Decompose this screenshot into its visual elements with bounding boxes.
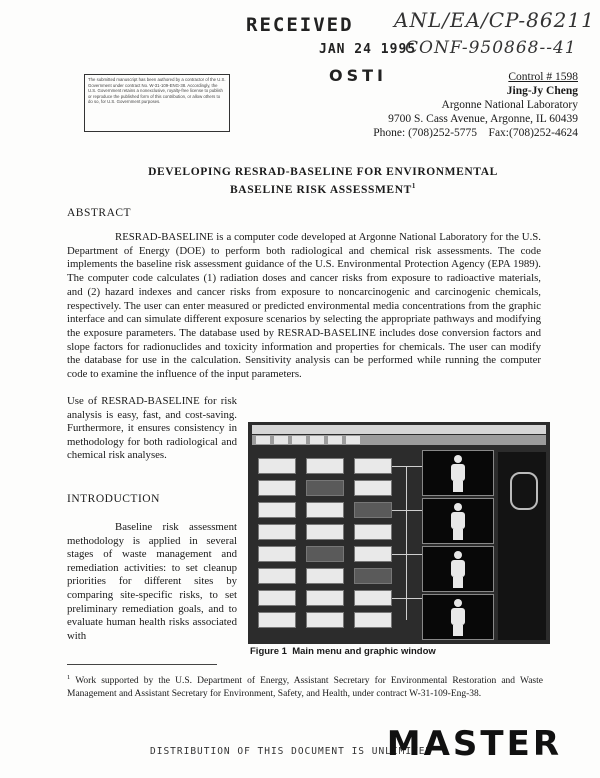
title-line-1: DEVELOPING RESRAD-BASELINE FOR ENVIRONMENTAL <box>148 166 498 178</box>
figure-pathway-box <box>354 546 392 562</box>
person-icon <box>449 551 467 589</box>
figure-pathway-box <box>354 524 392 540</box>
figure-human-panel <box>422 450 494 496</box>
footnote <box>67 672 543 700</box>
footnote-mark: 1 <box>67 674 71 681</box>
abstract-heading: ABSTRACT <box>67 207 132 219</box>
figure-menubar <box>252 425 546 434</box>
government-disclaimer-box: The submitted manuscript has been authored by a contractor of the U.S. Government under contract No. W-31-109-ENG-38. Accordingly, the U.S. Government retains a nonexclusive, royalty-free license to publish or reproduce the published form of this contribution, or allow others to do so, for U.S. Government purposes. <box>84 74 230 132</box>
received-stamp: RECEIVED <box>246 14 354 36</box>
figure-toolbar-button <box>328 436 342 444</box>
figure-pathway-box <box>306 524 344 540</box>
osti-stamp: OSTI <box>329 66 387 85</box>
figure-connector <box>392 598 422 599</box>
footnote-text: Work supported by the U.S. Department of Energy, Assistant Secretary for Environmental Restoration and Waste Management and Assistant Secretary for Environment, Safety, and Health, under contract W-31-109-Eng-38. <box>67 676 543 699</box>
received-date-stamp: JAN 24 1995 <box>319 42 417 57</box>
figure-input-box <box>258 524 296 540</box>
figure-input-box <box>258 502 296 518</box>
figure-pathway-box <box>354 568 392 584</box>
handwritten-report-number: ANL/EA/CP-86211 <box>394 8 595 32</box>
abstract-continuation: Use of RESRAD-BASELINE for risk analysis is easy, fast, and cost-saving. Furthermore, it ensures consistency in methodology for both radiological and chemical risk analyses. <box>67 395 237 462</box>
figure-human-panel <box>422 498 494 544</box>
distribution-stamp: DISTRIBUTION OF THIS DOCUMENT IS UNLIMITED <box>150 746 433 757</box>
figure-input-box <box>258 612 296 628</box>
figure-input-box <box>258 458 296 474</box>
person-icon <box>449 599 467 637</box>
figure-pathway-box <box>306 568 344 584</box>
figure-pathway-box <box>306 612 344 628</box>
street-address: 9700 S. Cass Avenue, Argonne, IL 60439 <box>388 113 578 125</box>
figure-human-panel <box>422 594 494 640</box>
introduction-heading: INTRODUCTION <box>67 493 160 505</box>
master-stamp: MASTER <box>386 724 562 764</box>
figure-toolbar-button <box>292 436 306 444</box>
institution: Argonne National Laboratory <box>441 99 578 111</box>
phone-fax: Phone: (708)252-5775 Fax:(708)252-4624 <box>373 127 578 139</box>
author-address-block <box>373 70 578 140</box>
control-number: Control # 1598 <box>508 71 578 83</box>
figure-pathway-box <box>306 458 344 474</box>
abstract-paragraph: RESRAD-BASELINE is a computer code developed at Argonne National Laboratory for the U.S. Department of Energy (DOE) to perform both radiological and chemical risk assessments. The code implements the baseline risk assessment guidance of the U.S. Environmental Protection Agency (EPA 1989). The computer code calculates (1) radiation doses and cancer risks from exposure to radioactive materials, and (2) hazard indexes and cancer risks from exposure to noncarcinogenic and carcinogenic chemicals, respectively. The user can enter measured or predicted environmental media concentrations from the graphic interface and can simulate different exposure scenarios by selecting the appropriate pathways and modifying the exposure parameters. The database used by RESRAD-BASELINE includes dose conversion factors and slope factors for radionuclides and toxicity information and properties for chemicals. The user can modify the database for use in the calculation. Sensitivity analysis can be performed while running the computer code to examine the influence of the input parameters. <box>67 231 541 381</box>
figure-toolbar-button <box>274 436 288 444</box>
introduction-paragraph: Baseline risk assessment methodology is applied in several stages of waste management and remediation activities: to set cleanup priorities for different sites by comparing site-specific risks, to set preliminary remediation goals, and to evaluate human health risks associated with <box>67 521 237 642</box>
figure-pathway-box <box>354 612 392 628</box>
person-icon <box>449 503 467 541</box>
figure-input-box <box>258 568 296 584</box>
figure-pathway-box <box>354 458 392 474</box>
figure-side-panel <box>498 452 546 640</box>
figure-input-box <box>258 546 296 562</box>
figure-pathway-box <box>306 546 344 562</box>
figure-caption: Figure 1 Main menu and graphic window <box>250 646 436 657</box>
figure-toolbar <box>252 435 546 445</box>
handwritten-conf-number: CONF-950868--41 <box>405 38 577 58</box>
caduceus-icon <box>510 472 538 510</box>
figure-pathway-box <box>306 480 344 496</box>
figure-toolbar-button <box>346 436 360 444</box>
figure-connector <box>392 554 422 555</box>
footnote-divider <box>67 664 217 665</box>
figure-pathway-box <box>354 480 392 496</box>
figure-pathway-box <box>354 502 392 518</box>
figure-toolbar-button <box>310 436 324 444</box>
figure-main-menu-screenshot <box>248 422 550 644</box>
figure-human-panel <box>422 546 494 592</box>
figure-pathway-box <box>354 590 392 606</box>
figure-connector <box>406 466 407 620</box>
title-line-2: BASELINE RISK ASSESSMENT$^1$ <box>230 182 416 196</box>
figure-toolbar-button <box>256 436 270 444</box>
figure-input-box <box>258 480 296 496</box>
figure-input-box <box>258 590 296 606</box>
title-footnote-mark: 1 <box>411 182 416 190</box>
figure-connector <box>392 466 422 467</box>
figure-connector <box>392 510 422 511</box>
author-name: Jing-Jy Cheng <box>506 85 578 97</box>
person-icon <box>449 455 467 493</box>
figure-pathway-box <box>306 590 344 606</box>
paper-title <box>88 165 558 197</box>
figure-pathway-box <box>306 502 344 518</box>
